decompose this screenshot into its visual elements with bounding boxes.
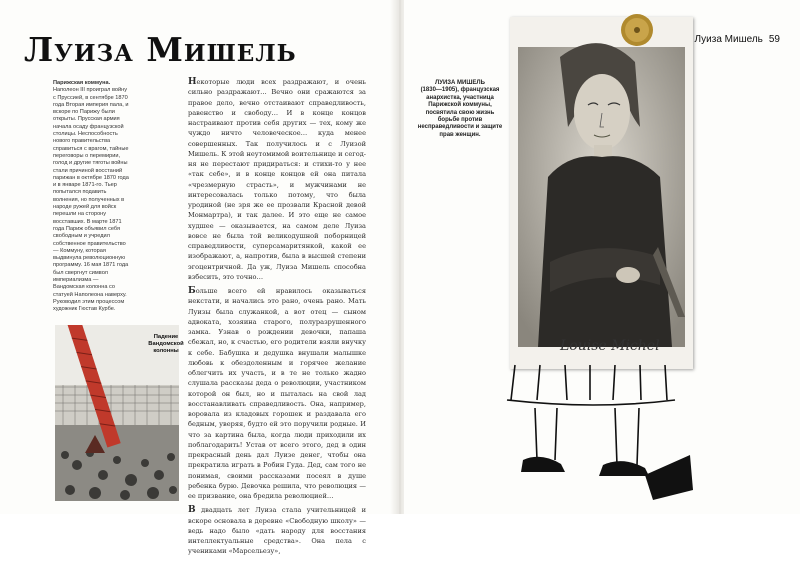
caption-text: (1830—1905), французская анархистка, участница Парижской коммуны, посвятила свою жизнь борьбе против несправедливости и защите прав женщин. bbox=[417, 87, 503, 138]
page-number: 59 bbox=[768, 34, 780, 45]
sidebar-heading: Парижская коммуна. bbox=[53, 80, 111, 86]
portrait-photo bbox=[510, 17, 693, 369]
chapter-title: Луиза Мишель bbox=[24, 30, 297, 69]
running-head-title: Луиза Мишель bbox=[694, 34, 763, 45]
caption-name: ЛУИЗА МИШЕЛЬ bbox=[435, 80, 485, 86]
paragraph: В двадцать лет Луиза стала учительницей и вскоре основала в деревне «Свободную школу» — ведь надо было «дать народу для восстания интеллектуальные средства». Она пела с учениками «Марсельезу», bbox=[188, 505, 366, 556]
left-page bbox=[0, 0, 396, 556]
brass-pin-icon bbox=[617, 10, 657, 50]
skirt-legs-illustration bbox=[495, 360, 695, 510]
paragraph: Больше всего ей нравилось оказываться некстати, и начались это рано, очень рано. Мать Луизы была служанкой, а вот отец — сыном адвоката, хозяина старого, полуразрушенного замка. Узнав о рождении девочки, папаша сбежал, но, к счастью, его родители взяли внучку к себе. Бабушка и дедушка внушали малышке любовь к обездоленным и горячее желание облегчить их участь, и в те не только жадно слушала рассказы деда о революции, участником которой он был, но и пыталась на свой лад восстанавливать справедливость. Она, например, воровала из кладовых горошек и раздавала его бедным, уверяя, будто ей это поручили родные. И что за картина была, когда люди приходили их поблагодарить! Устав от всего этого, дед в один прекрасный день дал Луизе денег, чтобы она прекратила играть в Робин Гуда. Дед, сам того не понимая, своими рассказами посеял в душе ребенка бурю. Девочка решила, что революция — ее призвание, она бредила революцией… bbox=[188, 286, 366, 500]
running-header bbox=[694, 34, 780, 45]
sidebar-note bbox=[53, 80, 131, 314]
paragraph: Некоторые люди всех раздражают, и очень сильно раздражают… Вечно они сражаются за правое дело, вечно отстаивают справедливость, равенство и свободу… И в конце концов настраивают против себя других — тех, кому же чуждо ничто человеческое… куда менее совершенных. Так получилось и с Луизой Мишель. К этой неутомимой воительнице и сегодня не перестают придираться: и стихи-то у нее «так себе», и в конце концов ей она питала «чрезмерную страсть», и мужчинами не интересовалась только потому, что была уродиной (не зря же ее прозвали Красной девой Монмартра), и так далее. И это еще не самое худшее — оказывается, на самом деле Луиза вовсе не была той великодушной поборницей справедливости, суперсамаритянкой, какой ее изображают, а, напротив, была в высшей степени эгоцентричной. Да уж, Луиза Мишель способна взбесить, это точно… bbox=[188, 77, 366, 281]
sidebar-text: Наполеон III проиграл войну с Пруссией, в сентябре 1870 года Вторая империя пала, и вскоре по Парижу были открыты. Прусская армия начала осаду французской столицы. Неспособность нового правительства справиться с врагом, тайные переговоры о перемирии, голод и другие тяготы войны стали причиной восстаний парижан в октябре 1870 года и в январе 1871-го. Тьер попытался подавить волнения, но полученных в народе ружей для войск перешли на сторону восставших. В марте 1871 года Париж объявил себя свободным и учредил собственное правительство — Коммуну, которая выдвинула революционную программу. 16 мая 1871 года был свергнут символ империализма — Вандомская колонна со статуей Наполеона наверху. Руководил этим процессом художник Гюстав Курбе. bbox=[53, 87, 129, 313]
monument-caption: Падение Вандомской колонны bbox=[148, 334, 184, 354]
signature-text: Louise Michel bbox=[560, 338, 660, 354]
article-body bbox=[188, 77, 366, 561]
photo-caption bbox=[415, 80, 505, 139]
